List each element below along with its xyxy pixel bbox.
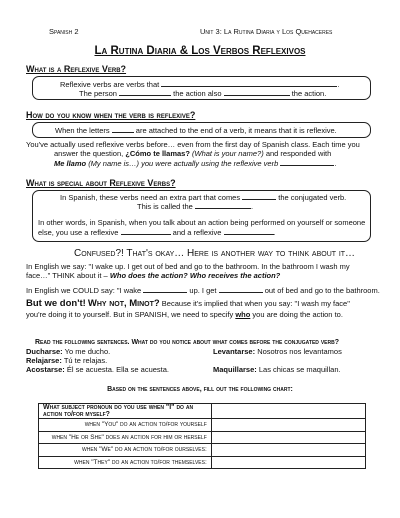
- paragraph-line: Me llamo (My name is…) you were actually using the reflexive verb .: [54, 159, 337, 168]
- answer-blank[interactable]: [224, 88, 290, 96]
- chart-answer-cell[interactable]: [211, 431, 365, 444]
- example-sentence: Acostarse: Él se acuesta. Ella se acuesta.: [26, 365, 170, 374]
- answer-blank[interactable]: [219, 285, 263, 293]
- chart-question: when "He or She" does an action for him or herself: [39, 431, 212, 444]
- definition-box: Reflexive verbs are verbs that . The person the action also the action.: [32, 76, 371, 100]
- confused-heading: Confused?! That's okay… Here is another way to think about it…: [74, 248, 356, 259]
- ending-box: [32, 122, 371, 138]
- special-text-6: and a reflexive: [172, 228, 222, 237]
- special-text-4: In other words, in Spanish, when you talk about an action being performed on yourself or someone: [38, 218, 366, 227]
- paragraph-line: In English we say: "I wake up. I get out of bed and go to the bathroom. In the bathroom I wash my: [26, 262, 350, 271]
- paragraph-line: answer the question, ¿Cómo te llamas? (What is your name?) and responded with: [54, 149, 332, 158]
- table-row: [39, 431, 366, 444]
- answer-blank[interactable]: [242, 192, 276, 200]
- special-text-3: This is called the: [137, 202, 193, 211]
- section-heading-how-to-know: How do you know when the verb is reflexive?: [26, 110, 196, 120]
- table-row: [39, 456, 366, 469]
- example-sentence: Ducharse: Yo me ducho.: [26, 347, 111, 356]
- paragraph-line: face…" THINK about it – Who does the action? Who receives the action?: [26, 271, 281, 280]
- chart-answer-cell[interactable]: [211, 444, 365, 457]
- answer-blank[interactable]: [195, 201, 251, 209]
- answer-blank[interactable]: [143, 285, 187, 293]
- special-box: In Spanish, these verbs need an extra part that comes the conjugated verb. This is called the . In other words, in Spanish, when you talk about an action being performed on yourself or someone else, you use a reflexive and a reflexive .: [32, 190, 371, 242]
- answer-blank[interactable]: [121, 227, 171, 235]
- paragraph-line: you're doing it to yourself. But in SPANISH, we need to specify who you are doing the action to.: [26, 310, 343, 319]
- table-row: [39, 419, 366, 432]
- unit-label: Unit 3: La Rutina Diaria y Los Quehaceres: [200, 27, 333, 36]
- chart-question: What subject pronoun do you use when "I" do an action to/for myself?: [39, 404, 212, 419]
- chart-answer-cell[interactable]: [211, 404, 365, 419]
- answer-blank[interactable]: [224, 227, 274, 235]
- chart-question: when "You" do an action to/for yourself: [39, 419, 212, 432]
- table-row: [39, 404, 366, 419]
- instructions-heading: Read the following sentences. What do you notice about what comes before the conjugated verb?: [35, 339, 339, 346]
- paragraph-line: You've actually used reflexive verbs before… even from the first day of Spanish class. Each time you: [26, 140, 360, 149]
- definition-text-1: Reflexive verbs are verbs that: [60, 80, 160, 89]
- table-row: [39, 444, 366, 457]
- paragraph-line: In English we COULD say: "I wake up. I get out of bed and go to the bathroom.: [26, 286, 380, 295]
- page-title: La Rutina Diaria & Los Verbos Reflexivos: [94, 45, 306, 57]
- section-heading-special: What is special about Reflexive Verbs?: [26, 178, 176, 188]
- chart-answer-cell[interactable]: [211, 456, 365, 469]
- ending-text-1: When the letters: [55, 126, 110, 135]
- definition-text-3: the action also: [173, 89, 222, 98]
- chart-answer-cell[interactable]: [211, 419, 365, 432]
- definition-text-4: the action.: [291, 89, 327, 98]
- example-sentence: Relajarse: Tú te relajas.: [26, 356, 108, 365]
- chart-instructions: Based on the sentences above, fill out the following chart:: [107, 386, 293, 393]
- answer-blank[interactable]: [112, 125, 134, 133]
- special-text-1: In Spanish, these verbs need an extra part that comes: [60, 193, 241, 202]
- special-text-2: the conjugated verb.: [278, 193, 347, 202]
- section-heading-reflexive-verb: What is a Reflexive Verb?: [26, 64, 127, 74]
- example-sentence: Levantarse: Nosotros nos levantamos: [213, 347, 342, 356]
- ending-text-2: are attached to the end of a verb, it means that it is reflexive.: [135, 126, 337, 135]
- pronoun-chart: [38, 403, 366, 469]
- chart-question: when "They" do an action to/for themselves:: [39, 456, 212, 469]
- definition-text-2: The person: [79, 89, 117, 98]
- example-sentence: Maquillarse: Las chicas se maquillan.: [213, 365, 341, 374]
- paragraph-line: But we don't! Why not, Minot? Because it's implied that when you say: "I wash my face": [26, 298, 350, 309]
- answer-blank[interactable]: [280, 158, 334, 166]
- answer-blank[interactable]: [161, 79, 337, 87]
- answer-blank[interactable]: [119, 88, 171, 96]
- chart-question: when "We" do an action to/for ourselves:: [39, 444, 212, 457]
- special-text-5: else, you use a reflexive: [38, 228, 119, 237]
- course-label: Spanish 2: [49, 27, 79, 36]
